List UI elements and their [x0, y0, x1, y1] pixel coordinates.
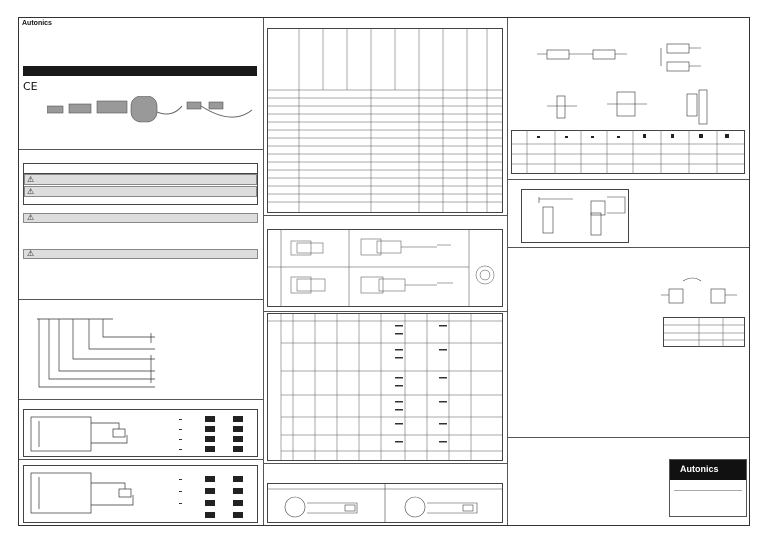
- sensor-connector-a: [187, 102, 201, 109]
- target-section: [507, 247, 749, 438]
- warning-heading-bar: [23, 213, 258, 223]
- header-section: [19, 18, 263, 150]
- model-code-tree: [33, 313, 163, 393]
- output-circuit-table-section: [263, 311, 507, 464]
- specifications-section: [263, 18, 507, 216]
- mounting-drawing: [521, 189, 629, 243]
- brand-box: [669, 459, 747, 517]
- column-middle: [263, 18, 508, 525]
- brand-logo-bottom: Autonics: [680, 464, 719, 474]
- output-table-grid: [267, 313, 503, 461]
- caution-heading-bar: [23, 249, 258, 259]
- connector-section: [263, 463, 507, 527]
- sensor-m12: [69, 104, 91, 113]
- mutual-interference-section: [507, 18, 749, 180]
- cable-a: [157, 106, 182, 114]
- column-right: [507, 18, 749, 525]
- interference-drawings: [537, 40, 737, 130]
- product-photo: [47, 96, 257, 136]
- company-info-section: [507, 437, 749, 527]
- sensor-connector-b: [209, 102, 223, 109]
- caution-warning-row: [24, 174, 257, 185]
- interference-table-grid: [511, 130, 745, 174]
- dimensions-section: [263, 215, 507, 312]
- column-left: [19, 18, 264, 525]
- caution-icon: ⚠: [27, 187, 35, 196]
- brand-logo-top: Autonics: [22, 20, 52, 27]
- ce-mark: CE: [23, 80, 38, 93]
- warning-heading-icon: ⚠: [27, 213, 35, 222]
- sensor-m18: [97, 101, 127, 113]
- target-drawing: [657, 275, 747, 315]
- connection-section-2: [19, 459, 263, 527]
- circuit-diagram-ac: [29, 469, 139, 519]
- specifications-grid: [267, 28, 503, 213]
- connection-section-1: [19, 399, 263, 460]
- product-title-bar: [23, 66, 257, 76]
- sensor-m8: [47, 106, 63, 113]
- caution-heading-icon: ⚠: [27, 249, 35, 258]
- circuit-diagram-dc: [29, 413, 139, 455]
- cable-b: [201, 106, 252, 117]
- ordering-info-section: [19, 299, 263, 400]
- caution-caution-row: [24, 186, 257, 197]
- target-table-grid: [663, 317, 745, 347]
- connector-pin-diagrams: [267, 483, 503, 523]
- datasheet-page: [18, 17, 750, 526]
- dimensions-drawings: [267, 229, 503, 307]
- sensor-m30: [131, 96, 157, 122]
- brand-divider: [674, 490, 742, 491]
- mounting-section: [507, 179, 749, 248]
- caution-section: [19, 149, 263, 300]
- warning-icon: ⚠: [27, 175, 35, 184]
